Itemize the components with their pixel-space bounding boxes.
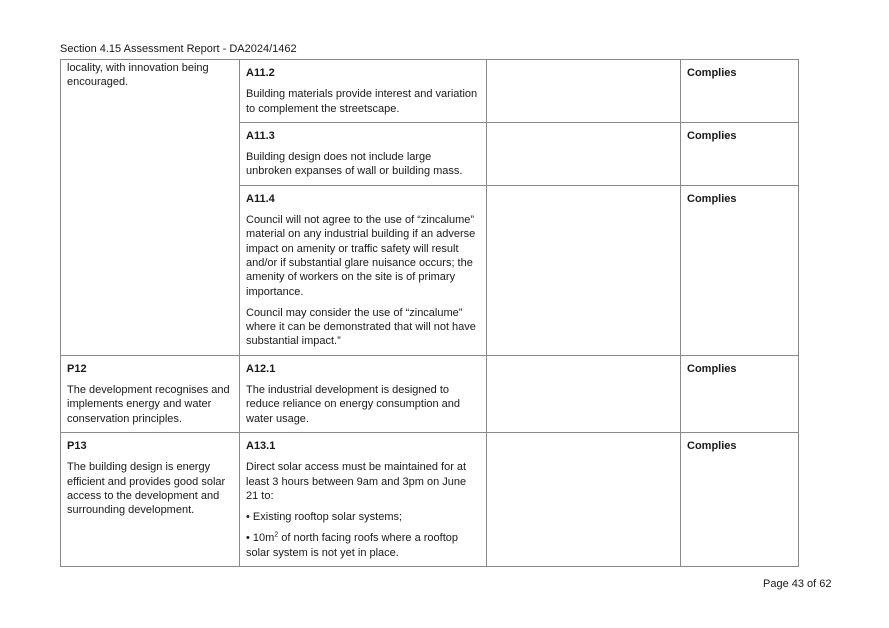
status-cell — [681, 185, 799, 355]
solution-code: A11.3 — [246, 129, 275, 142]
performance-criteria-cell — [61, 60, 240, 356]
performance-text: The building design is energy efficient and provides good solar access to the development and surrounding development. — [67, 461, 226, 517]
status-text: Complies — [687, 362, 737, 375]
solution-text: Council may consider the use of “zincalume” where it can be demonstrated that will not have substantial impact.” — [246, 306, 476, 348]
performance-criteria-cell — [61, 355, 240, 432]
status-text: Complies — [687, 439, 737, 452]
bullet-item — [246, 531, 480, 560]
status-cell — [681, 122, 799, 185]
bullet-prefix: • 10m — [246, 532, 275, 545]
solution-code: A11.4 — [246, 192, 275, 205]
table-row — [61, 60, 799, 123]
superscript: 2 — [274, 531, 279, 539]
acceptable-solution-cell — [240, 60, 487, 123]
acceptable-solution-cell — [240, 355, 487, 432]
report-header: Section 4.15 Assessment Report - DA2024/1462 — [60, 43, 297, 55]
comment-cell — [487, 355, 681, 432]
page-number: Page 43 of 62 — [763, 578, 832, 590]
solution-text: The industrial development is designed to reduce reliance on energy consumption and water usage. — [246, 384, 461, 425]
acceptable-solution-cell — [240, 122, 487, 185]
solution-text: Building design does not include large unbroken expanses of wall or building mass. — [246, 151, 463, 178]
solution-text: Building materials provide interest and variation to complement the streetscape. — [246, 88, 478, 115]
comment-cell — [487, 432, 681, 566]
comment-cell — [487, 185, 681, 355]
performance-criteria-cell — [61, 432, 240, 566]
solution-code: A13.1 — [246, 439, 276, 452]
status-cell — [681, 60, 799, 123]
performance-code: P13 — [67, 439, 87, 452]
solution-text: Council will not agree to the use of “zincalume” material on any industrial building if an adverse impact on amenity or traffic safety will result and/or if substantial glare nuisance occurs; the amenity of workers on the site is of primary importance. — [246, 214, 476, 298]
status-text: Complies — [687, 129, 737, 142]
status-cell — [681, 355, 799, 432]
assessment-table — [60, 59, 799, 567]
comment-cell — [487, 122, 681, 185]
comment-cell — [487, 60, 681, 123]
status-cell — [681, 432, 799, 566]
status-text: Complies — [687, 192, 737, 205]
bullet-item: • Existing rooftop solar systems; — [246, 511, 403, 524]
acceptable-solution-cell — [240, 432, 487, 566]
solution-code: A12.1 — [246, 362, 276, 375]
solution-text: Direct solar access must be maintained for at least 3 hours between 9am and 3pm on June 21 to: — [246, 461, 467, 502]
table-row — [61, 355, 799, 432]
performance-text: The development recognises and implements energy and water conservation principles. — [67, 384, 230, 425]
bullet-suffix: of north facing roofs where a rooftop solar system is not yet in place. — [246, 532, 458, 559]
solution-code: A11.2 — [246, 67, 275, 79]
performance-text: locality, with innovation being encouraged. — [67, 62, 209, 89]
status-text: Complies — [687, 67, 737, 79]
acceptable-solution-cell — [240, 185, 487, 355]
performance-code: P12 — [67, 362, 87, 375]
table-row — [61, 432, 799, 566]
